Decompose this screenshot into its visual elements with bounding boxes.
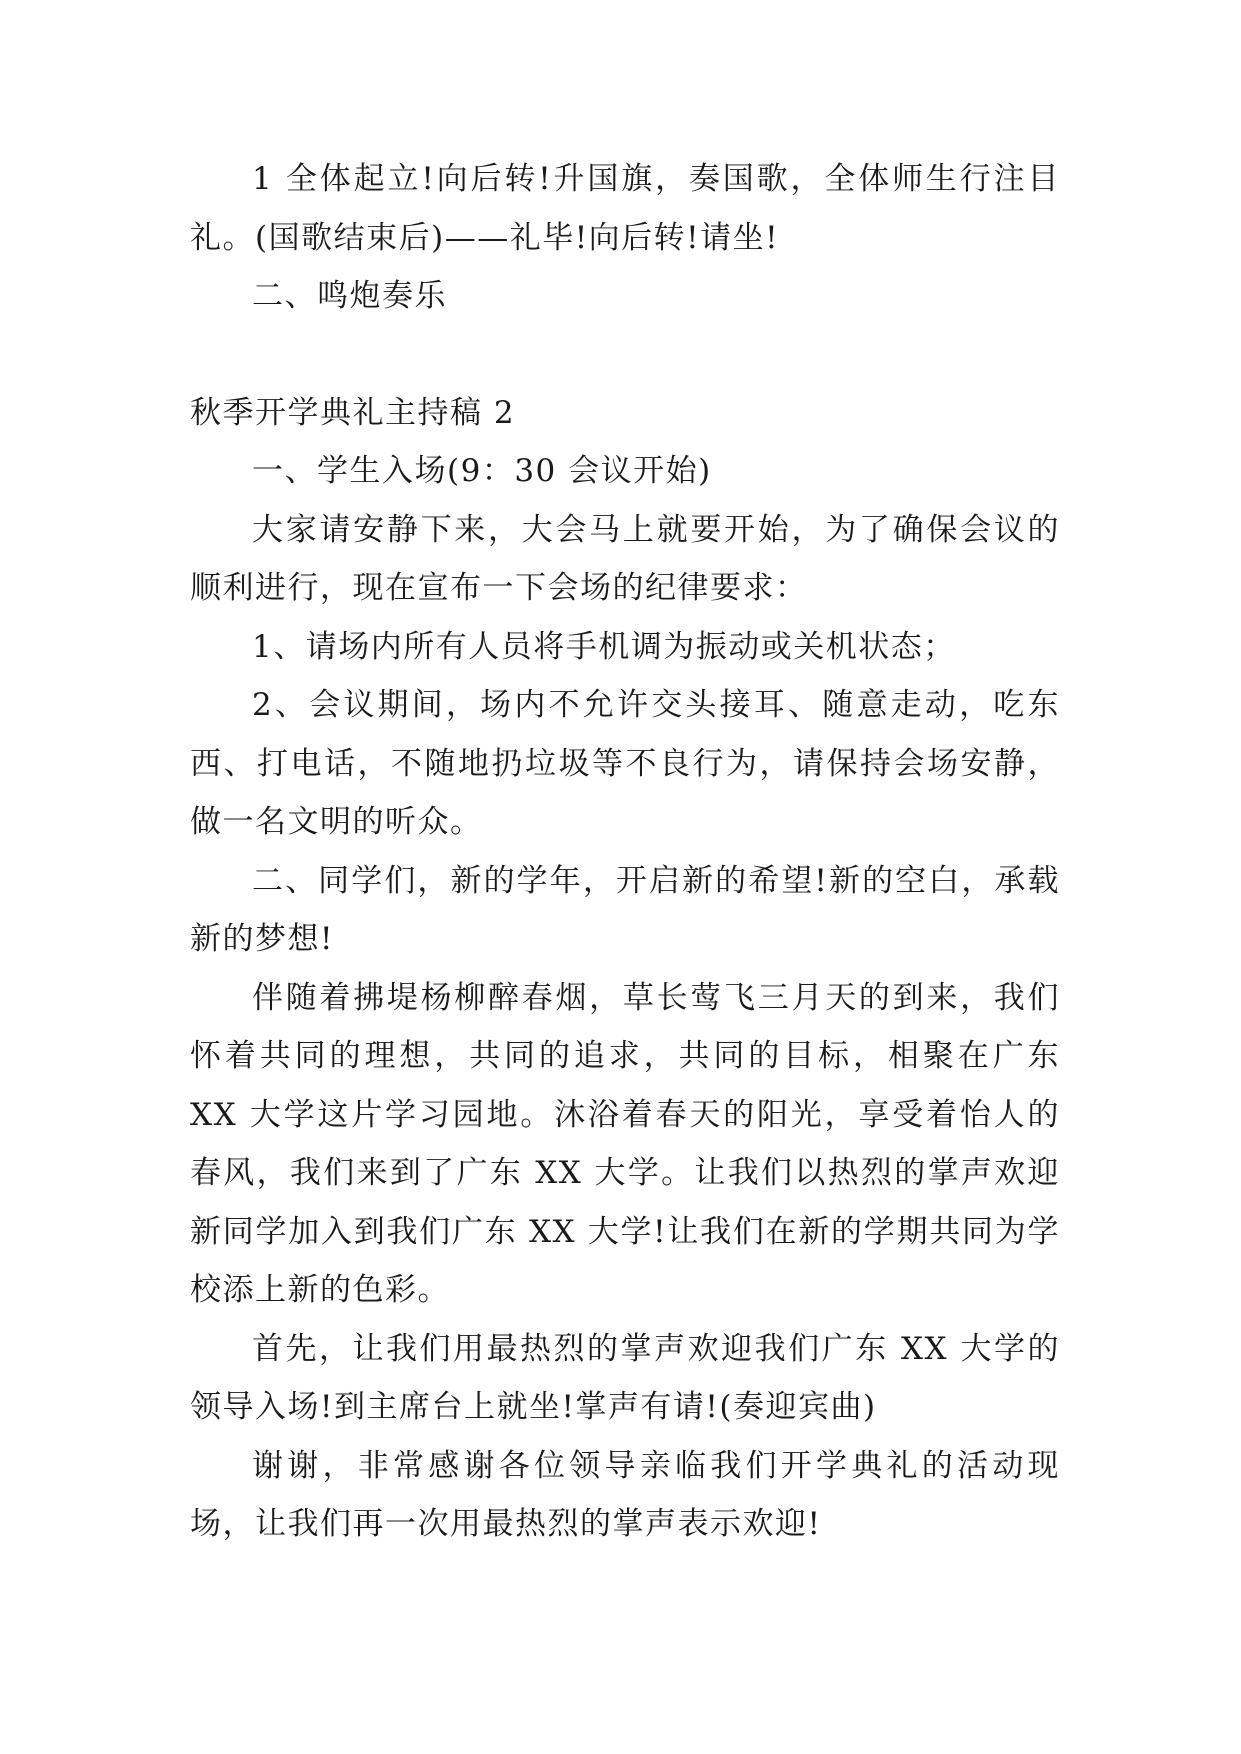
- paragraph-anthem: 1 全体起立!向后转!升国旗，奏国歌，全体师生行注目礼。(国歌结束后)——礼毕!向后转!请坐!: [190, 161, 1060, 256]
- paragraph-rule-1: 1、请场内所有人员将手机调为振动或关机状态；: [252, 628, 956, 665]
- paragraph-quiet: 大家请安静下来，大会马上就要开始，为了确保会议的顺利进行，现在宣布一下会场的纪律要求：: [190, 511, 1060, 606]
- document-page: [190, 150, 1060, 1554]
- paragraph-welcome-students: 伴随着拂堤杨柳醉春烟，草长莺飞三月天的到来，我们怀着共同的理想，共同的追求，共同的目标，相聚在广东 XX 大学这片学习园地。沐浴着春天的阳光，享受着怡人的春风，我们来到了广东 XX 大学。让我们以热烈的掌声欢迎新同学加入到我们广东 XX 大学!让我们在新的学期共同为学校添上新的色彩。: [190, 979, 1060, 1308]
- paragraph-rule-2: 2、会议期间，场内不允许交头接耳、随意走动，吃东西、打电话，不随地扔垃圾等不良行为，请保持会场安静，做一名文明的听众。: [190, 687, 1060, 840]
- paragraph-welcome-leaders: 首先，让我们用最热烈的掌声欢迎我们广东 XX 大学的领导入场!到主席台上就坐!掌声有请!(奏迎宾曲): [190, 1330, 1060, 1425]
- paragraph-entrance: 一、学生入场(9：30 会议开始): [252, 453, 712, 489]
- section-heading: 秋季开学典礼主持稿 2: [190, 394, 516, 431]
- section-spacer: [190, 326, 1060, 384]
- paragraph-fireworks: 二、鸣炮奏乐: [252, 278, 447, 314]
- paragraph-thanks: 谢谢，非常感谢各位领导亲临我们开学典礼的活动现场，让我们再一次用最热烈的掌声表示欢迎!: [190, 1447, 1060, 1542]
- paragraph-new-year: 二、同学们，新的学年，开启新的希望!新的空白，承载新的梦想!: [190, 862, 1060, 957]
